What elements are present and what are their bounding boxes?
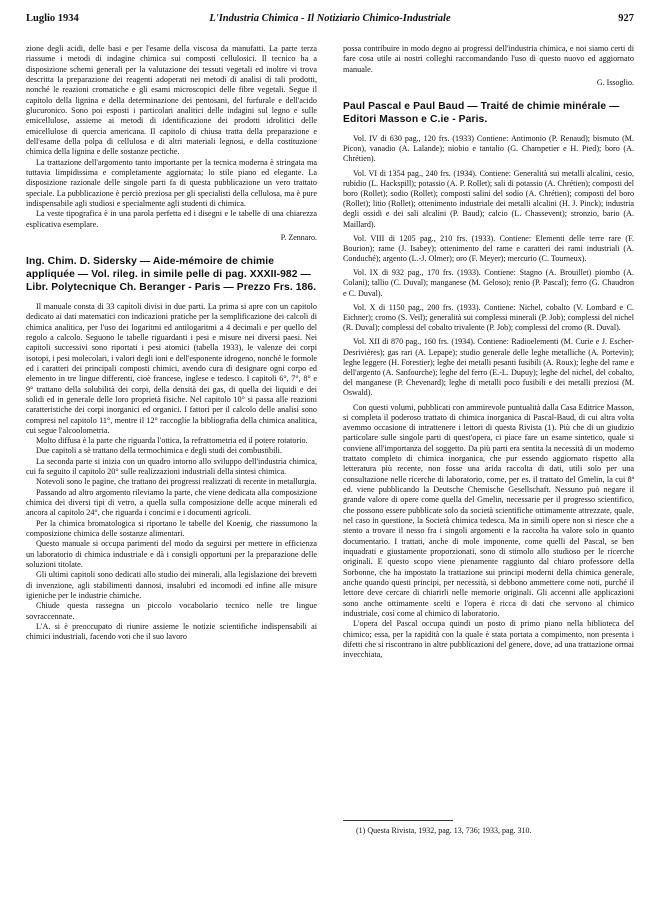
running-header (26, 13, 634, 27)
issue-date: Luglio 1934 (26, 13, 79, 24)
paragraph: La trattazione dell'argomento tanto importante per la tecnica moderna è stringata ma tuttavia limpidissima e completamente aggiornata; lo stile piano ed elegante. La disposizione razionale delle singole parti fa di questa pubblicazione un vero trattato speciale. La pubblicazione è perciò preziosa per gli specialisti della cellulosa, ma è pure indispensabile agli studiosi e specialmente agli studenti di chimica. (26, 157, 317, 208)
paragraph: Il manuale consta di 33 capitoli divisi in due parti. La prima si apre con un capitolo dedicato ai dati matematici con indicazioni pratiche per la semplificazione dei calcoli di chimica analitica, per l'uso dei logaritmi ed antilogaritmi a 4 decimali e per quello del regolo a calcolo. Seguono le tabelle riguardanti i pesi e misure nei diversi paesi. Nei capitoli successivi sono riportati i pesi atomici (tabella 1933), le valenze dei corpi isotopi, i pesi molecolari, i valori degli ioni e dell'esponente idrogeno, nonché le formole ed i caratteri dei principali composti chimici, avendo cura di designare ogni corpo ed elemento in tre lingue differenti, cioè francese, inglese e tedesco. I capitoli 6°, 7°, 8° e 9° trattano della solubilità dei corpi, della densità dei gas, di quella dei liquidi e dei solidi ed in generale delle loro proprietà fisiche. Nel capitolo 10° si passa alle reazioni caratteristiche dei corpi inorganici ed organici. I fattori per il calcolo delle analisi sono compresi nel capitolo 11°, mentre il 12° raccoglie la bibliografia della chimica analitica, cui segue l'alcoolometria. (26, 301, 317, 435)
volume-entry: Vol. VIII di 1205 pag., 210 frs. (1933). Contiene: Elementi delle terre rare (F. Bourion); rame (J. Isabey); ottenimento del rame e caratteri dei rami industriali (A. Conduché); argento (L.-J. Olmer); oro (F. Meyer); mercurio (C. Tourneux). (343, 233, 634, 264)
left-column (26, 44, 317, 643)
footnote: (1) Questa Rivista, 1932, pag. 13, 736; 1933, pag. 310. (356, 826, 532, 835)
paragraph: La veste tipografica è in una parola perfetta ed i disegni e le tabelle di una chiarezza esplicativa esemplare. (26, 209, 317, 229)
paragraph: Notevoli sono le pagine, che trattano dei progressi realizzati di recente in metallurgia. (36, 477, 317, 487)
volume-entry: Vol. IX di 932 pag., 170 frs. (1933). Contiene: Stagno (A. Brouillet) piombo (A. Colani); tallio (C. Duval); manganese (M. Geloso); renio (P. Pascal); ferro (G. Chaudron e C. Duval). (343, 268, 634, 298)
footnote-divider (343, 820, 453, 821)
paragraph: possa contribuire in modo degno ai progressi dell'industria chimica, e noi siamo certi di fare cosa utile ai nostri colleghi raccomandando l'uso di questo nuovo ed aggiornato manuale. (343, 44, 634, 74)
journal-title: L'Industria Chimica - Il Notiziario Chimico-Industriale (209, 13, 451, 24)
review-signature: P. Zennaro. (280, 232, 317, 242)
right-column (343, 44, 634, 661)
paragraph: Passando ad altro argomento rileviamo la parte, che viene dedicata alla composizione chimica dei diversi tipi di vetro, a quella sulla composizione delle acque minerali ed ancora al capitolo 24°, che riguarda i concimi e i documenti agricoli. (26, 487, 317, 518)
paragraph: Chiude questa rassegna un piccolo vocabolario tecnico nelle tre lingue sovraccennate. (26, 601, 317, 621)
volume-entry: Vol. VI di 1354 pag., 240 frs. (1934). Contiene: Generalità sui metalli alcalini, cesio, rubidio (L. Hackspill); potassio (A. P. Rollet); sali di potassio (A. Chrétien); composti del boro (Rollet); sodio (Rollet); composti salini del sodio (A. Chrétien); composti del boro (Rollet); litio (Rollet); ottenimento industriale dei metalli alcalini (H. J. Pinck); industria degli ossidi e dei sali alcalini (P. Baud); calcio (L. Chassevent); stronzio, bario (A. Maillard). (343, 168, 634, 229)
page-number: 927 (618, 13, 634, 24)
paragraph: Per la chimica bromatologica si riportano le tabelle del Koenig, che riassumono la composizione chimica delle sostanze alimentari. (26, 518, 317, 539)
volume-entry: Vol. XII di 870 pag., 160 frs. (1934). Contiene: Radioelementi (M. Curie e J. Escher-Desrivières); gas rari (A. Lepape); studio generale delle leghe metalliche (A. Portevin); leghe leggere (H. Forestier); leghe dei metalli pesanti fusibili (A. Roux); leghe del rame e dell'argento (A. Sanfourche); leghe del ferro (E.-L. Dupuy); leghe del nichel, del cobalto, del manganese (P. Chevenard); leghe di metalli poco fusibili e dei metalli preziosi (M. Oswald). (343, 337, 634, 398)
review-signature: G. Issoglio. (596, 77, 634, 87)
paragraph: Con questi volumi, pubblicati con ammirevole puntualità dalla Casa Editrice Masson, si completa il poderoso trattato di chimica inorganica di Pascal-Baud, di cui altra volta avemmo occasione di intrattenere i lettori di questa Rivista (1). Più che di un giudizio particolare sulle singole parti di quest'opera, ci piace fare un esame sintetico, quale si conviene all'importanza del soggetto. Da più parti era sentita la necessità di un moderno trattato completo di chimica inorganica, che pur essendo aggiornato rispetto alla letteratura più recente, non fosse una arida raccolta di dati, utili solo per una consultazione nelle ricerche di laboratorio, come, per es. il trattato del Gmelin, la cui 8ª ed. viene pubblicando la Deutsche Chemische Gesellschaft. Nessuno può negare il grande valore di opere come quella del Gmelin, necessarie per il progresso scientifico, che possono essere pubblicate solo da società scientifiche ottimamente attrezzate, quale, nel caso in questione, la Società chimica tedesca. Ma in simili opere non si riesce che a stento a trovare il nesso fra i singoli argomenti e la raccolta ha valore solo in quanto documentario. I trattati, anche di mole imponente, come quelli del Pascal, se ben inquadrati e giustamente proporzionati, sono di stimolo allo studioso per le ricerche originali. E questo scopo viene pienamente raggiunto dal chiaro professore della Sorbonne, che ha impostato la trattazione sui principi moderni della chimica generale, anche quando questi principi, per necessità, si debbono ammettere come noti, purché il lettore deve cercare di chiarirli nelle memorie originali. Gli accenni alle applicazioni sono anche ottimamente scelti e l'opera è ricca di dati che servono al chimico industriale, così come al chimico di laboratorio. (343, 402, 634, 619)
paragraph: L'opera del Pascal occupa quindi un posto di primo piano nella biblioteca del chimico; essa, per la rapidità con la quale è stata portata a compimento, non presenta i difetti che si riscontrano in altre pubblicazioni del genere, dove, ad una trattazione ormai invecchiata, (343, 619, 634, 660)
paragraph: La seconda parte si inizia con un quadro intorno allo sviluppo dell'industria chimica, cui fa seguito il capitolo 20° sulle realizzazioni industriali della sintesi chimica. (26, 456, 317, 477)
paragraph: L'A. si è preoccupato di riunire assieme le notizie scientifiche indispensabili ai chimici industriali, facendo voti che il suo lavoro (26, 622, 317, 642)
review-heading: Ing. Chim. D. Sidersky — Aide-mémoire de chimie appliquée — Vol. rileg. in simile pelle di pag. XXXII-982 — Libr. Polytecnique Ch. Beranger - Paris — Prezzo Frs. 186. (26, 255, 317, 293)
volume-entry: Vol. X di 1150 pag., 200 frs. (1933). Contiene: Nichel, cobalto (V. Lombard e C. Eichner); cromo (S. Veil); generalità sui complessi minerali (P. Job); complessi del nichel (R. Duval); complessi del cobalto trivalente (P. Job); complessi del cromo (R. Duval). (343, 302, 634, 333)
paragraph: zione degli acidi, delle basi e per l'esame della viscosa da manufatti. La parte terza riassume i metodi di indagine chimica sui composti cellulosici. Il tecnico ha a disposizione schemi generali per la valutazione dei tessuti vegetali ed inoltre vi trova descritta la preparazione dei reagenti adoperati nei metodi di analisi di tali prodotti, nonché le reazioni cromatiche e gli esami microscopici delle fibre vegetali. Segue il capitolo della lignina e della determinazione dei pentosani, del furfurale e dell'acido glucuronico. Sono poi esposti i particolari analitici delle indagini sul legno e sulle emicellulose, assieme ai metodi di identificazione dei prodotti idrolitici delle emicellulose di quercia americana. Il capitolo di chiusa tratta della preparazione e dell'esame della polpa di cellulosa e di altri materiali legnosi, e della costituzione chimica della lignina e delle sostanze pectiche. (26, 44, 317, 157)
paragraph: Gli ultimi capitoli sono dedicati allo studio dei minerali, alla legislazione dei brevetti di invenzione, agli stabilimenti dannosi, insalubri ed incomodi ed infine alle misure igieniche per le industrie chimiche. (26, 570, 317, 601)
paragraph: Molto diffusa è la parte che riguarda l'ottica, la refrattometria ed il potere rotatorio. (36, 436, 308, 446)
paragraph: Due capitoli a sè trattano della termochimica e degli studi dei combustibili. (36, 446, 283, 456)
volume-entry: Vol. IV di 630 pag., 120 frs. (1933) Contiene: Antimonio (P. Renaud); bismuto (M. Picon), vanadio (A. Lalande); niobio e tantalio (G. Champetier e H. Pied); boro (A. Chrétien). (343, 134, 634, 164)
paragraph: Questo manuale si occupa parimenti del modo da seguirsi per mettere in efficienza un laboratorio di chimica industriale e dà i consigli opportuni per la preparazione delle soluzioni titolate. (26, 539, 317, 570)
review-heading: Paul Pascal e Paul Baud — Traité de chimie minérale — Editori Masson e C.ie - Paris. (343, 101, 620, 126)
